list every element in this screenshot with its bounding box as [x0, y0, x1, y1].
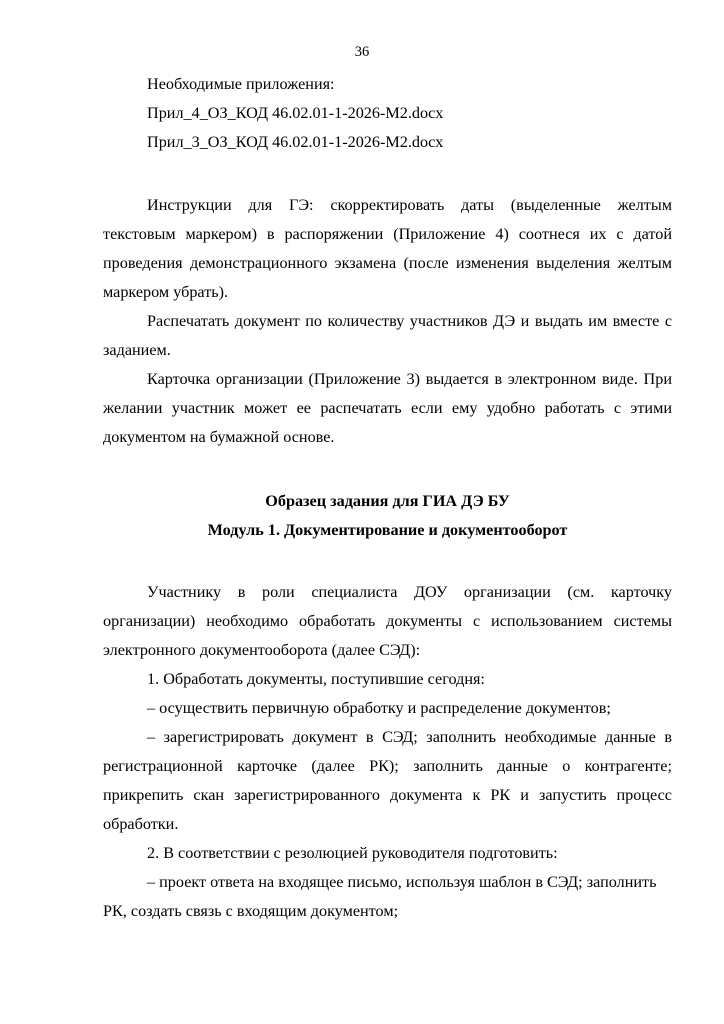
page-number: 36	[354, 44, 370, 60]
task-step2-title: 2. В соответствии с резолюцией руководителя подготовить:	[147, 844, 558, 862]
instructions-paragraph-1: Инструкции для ГЭ: скорректировать даты (выделенные желтым текстовым маркером) в распоряжении (Приложение 4) соотнеся их с датой проведения демонстрационного экзамена (после изменения выделения желтым маркером убрать).	[103, 196, 672, 301]
task-title-section	[103, 487, 672, 545]
attachment-file-2: Прил_3_ОЗ_КОД 46.02.01-1-2026-М2.docx	[147, 133, 444, 151]
attachments-section	[103, 70, 672, 157]
instructions-section	[103, 191, 672, 452]
attachments-heading: Необходимые приложения:	[147, 75, 335, 93]
task-intro: Участнику в роли специалиста ДОУ организации (см. карточку организации) необходимо обработать документы с использованием системы электронного документооборота (далее СЭД):	[103, 583, 672, 659]
task-step1-title: 1. Обработать документы, поступившие сегодня:	[147, 670, 485, 688]
task-body-section	[103, 578, 672, 926]
task-module: Модуль 1. Документирование и документооборот	[207, 521, 568, 539]
instructions-paragraph-2: Распечатать документ по количеству участников ДЭ и выдать им вместе с заданием.	[103, 312, 672, 359]
attachment-file-1: Прил_4_ОЗ_КОД 46.02.01-1-2026-М2.docx	[147, 104, 444, 122]
task-step1-item1: – осуществить первичную обработку и распределение документов;	[147, 699, 611, 717]
task-step2-item1: – проект ответа на входящее письмо, используя шаблон в СЭД; заполнить РК, создать связь с входящим документом;	[103, 873, 657, 920]
instructions-paragraph-3: Карточка организации (Приложение 3) выдается в электронном виде. При желании участник может ее распечатать если ему удобно работать с этими документом на бумажной основе.	[103, 370, 672, 446]
task-step1-item2: – зарегистрировать документ в СЭД; заполнить необходимые данные в регистрационной карточке (далее РК); заполнить данные о контрагенте; прикрепить скан зарегистрированного документа к РК и запустить процесс обработки.	[103, 728, 672, 833]
task-title: Образец задания для ГИА ДЭ БУ	[265, 492, 510, 510]
